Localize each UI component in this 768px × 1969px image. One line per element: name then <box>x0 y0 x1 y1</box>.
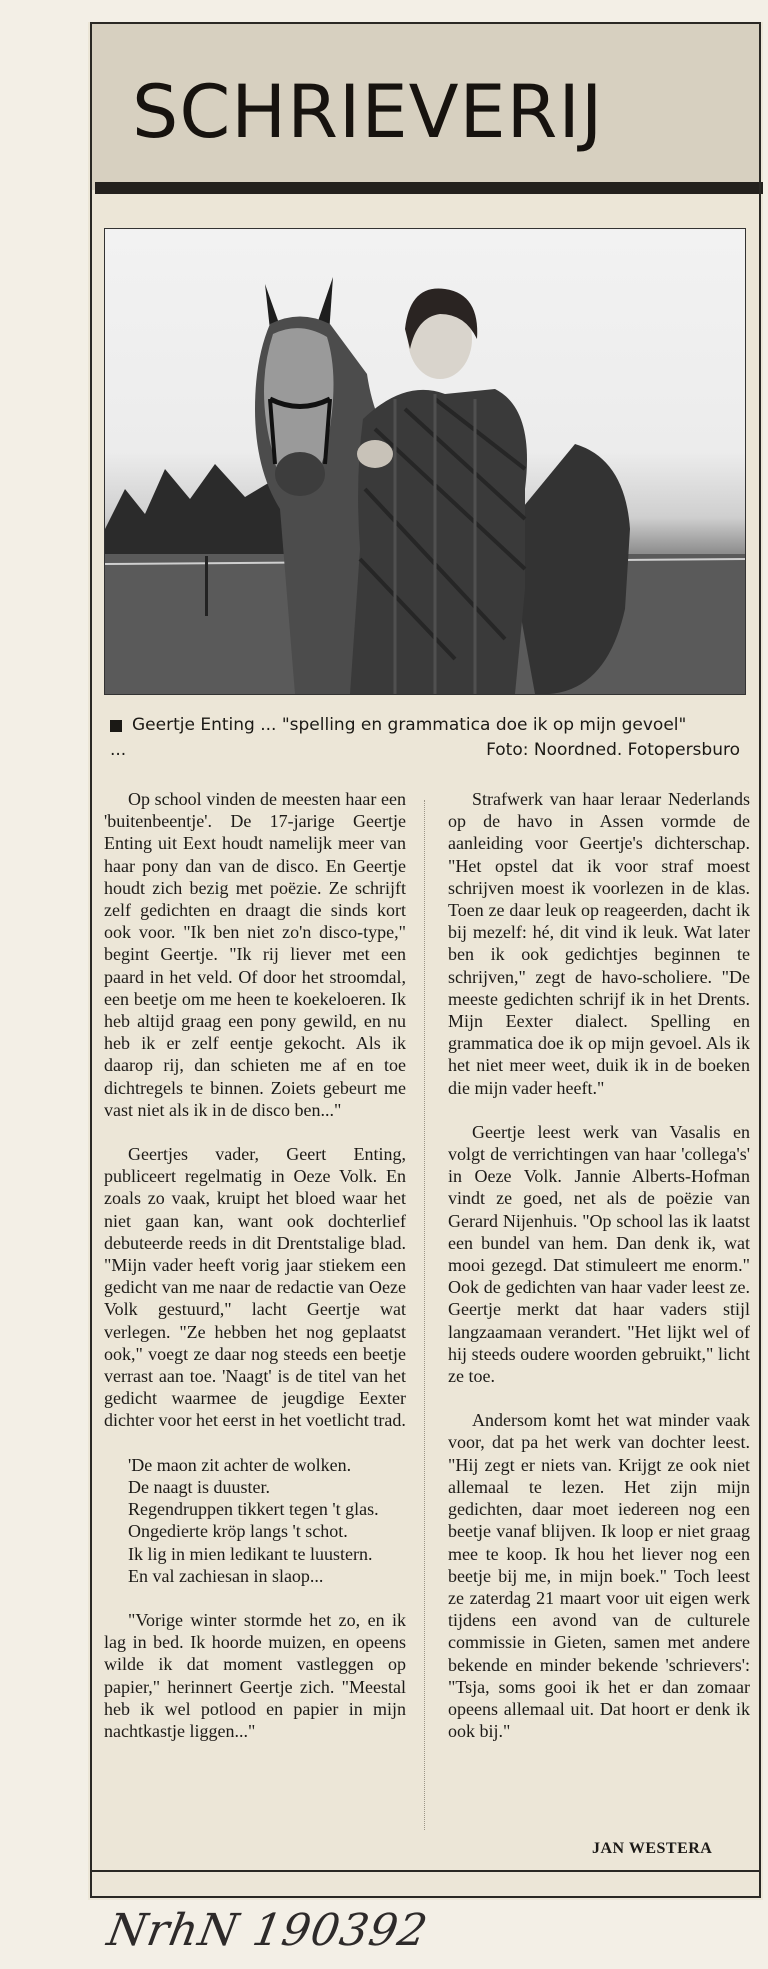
article-paragraph: Geertje leest werk van Vasalis en volgt de verrichtingen van haar 'collega's' in Oeze Volk. Jannie Alberts-Hofman vindt ze goed, net als de poëzie van Gerard Nijenhuis. "Op school las ik laatst een bundel van hem. Dan denk ik, wat mooi gezegd. Dat stimuleert me enorm." Ook de gedichten van haar vader leest ze. Geertje merkt dat haar vaders stijl langzaamaan verandert. "Het lijkt wel of hij steeds oudere woorden gebruikt," licht ze toe. <box>448 1121 750 1387</box>
article-column-right <box>448 788 750 1764</box>
poem-line: Ongedierte kröp langs 't schot. <box>128 1521 348 1542</box>
bottom-rule <box>90 1870 761 1872</box>
article-paragraph: Op school vinden de meesten haar een 'buitenbeentje'. De 17-jarige Geertje Enting uit Eext houdt namelijk meer van haar pony dan van de disco. En Geertje houdt zich bezig met poëzie. Ze schrijft zelf gedichten en draagt die sinds kort ook voor. "Ik ben niet zo'n disco-type," begint Geertje. "Ik rij liever met een paard in het veld. Of door het stroomdal, een beetje om me heen te koekeloeren. Ik heb altijd graag een pony gewild, en nu heb ik er zelf eentje gekocht. Als ik daarop rij, dan schieten me af en toe dichtregels te binnen. Zoiets gebeurt me vast niet als ik in de disco ben..." <box>104 789 406 1120</box>
poem-line: Regendruppen tikkert tegen 't glas. <box>128 1499 379 1520</box>
poem-line: De naagt is duuster. <box>128 1476 270 1497</box>
caption-ellipsis: ... <box>110 740 127 760</box>
caption-bullet-icon <box>110 720 122 732</box>
article-column-left <box>104 788 406 1764</box>
horse-and-girl-photo <box>105 229 745 694</box>
author-byline: JAN WESTERA <box>592 1840 713 1857</box>
column-separator <box>424 800 425 1830</box>
article-paragraph: Strafwerk van haar leraar Nederlands op de havo in Assen vormde de aanleiding voor Geertje's dichterschap. "Het opstel dat ik voor straf moest schrijven moest ik voorlezen in de klas. Toen ze daar leuk op reageerden, dacht ik bij mezelf: hé, dit vind ik leuk. Wat later ben ik ook gedichtjes beginnen te schrijven," zegt de havo-scholiere. "De meeste gedichten schrijf ik in het Drents. Mijn Eexter dialect. Spelling en grammatica doe ik op mijn gevoel. Als ik het niet meer weet, duik ik in de boeken die mijn vader heeft." <box>448 789 750 1098</box>
poem-line: Ik lig in mien ledikant te luustern. <box>128 1543 373 1564</box>
poem-line: En val zachiesan in slaop... <box>128 1565 324 1586</box>
handwritten-note: NrhN 190392 <box>103 1905 432 1956</box>
photo-credit: Foto: Noordned. Fotopersburo <box>486 740 740 760</box>
article-paragraph: "Vorige winter stormde het zo, en ik lag in bed. Ik hoorde muizen, en opeens wilde ik dat moment vastleggen op papier," herinnert Geertje zich. "Meestal heb ik wel potlood en papier in mijn nachtkastje liggen..." <box>104 1609 406 1741</box>
article-photo <box>104 228 746 695</box>
poem-naagt <box>104 1454 406 1587</box>
photo-caption <box>110 713 740 763</box>
poem-line: 'De maon zit achter de wolken. <box>128 1454 352 1475</box>
caption-text: Geertje Enting ... "spelling en grammatica doe ik op mijn gevoel" <box>132 715 687 735</box>
article-paragraph: Geertjes vader, Geert Enting, publiceert regelmatig in Oeze Volk. En zoals zo vaak, kruipt het bloed waar het niet gaan kan, want ook dochterlief debuteerde reeds in dit Drentstalige blad. "Mijn vader heeft vorig jaar stiekem een gedicht van me naar de redactie van Oeze Volk gestuurd," lacht Geertje wat verlegen. "Ze hebben het nog geplaatst ook," voegt ze daar nog steeds een beetje verrast aan toe. 'Naagt' is de titel van het gedicht waarmee de jeugdige Eexter dichter voor het eerst in het voetlicht trad. <box>104 1144 406 1431</box>
article-paragraph: Andersom komt het wat minder vaak voor, dat pa het werk van dochter leest. "Hij zegt er niets van. Krijgt ze ook niet allemaal te lezen. Het zijn mijn gedichten, daar moet iedereen nog een beetje vanaf blijven. Ik loop er niet graag mee te koop. Ik hou het liever nog een beetje bij me, in mijn boek." Toch leest ze zaterdag 21 maart voor uit eigen werk tijdens een avond van de culturele commissie in Gieten, samen met andere bekende en minder bekende 'schrievers': "Tsja, soms gooi ik het er dan zomaar opeens allemaal uit. Dat hoort er denk ik ook bij." <box>448 1410 750 1742</box>
section-title: SCHRIEVERIJ <box>132 70 604 155</box>
